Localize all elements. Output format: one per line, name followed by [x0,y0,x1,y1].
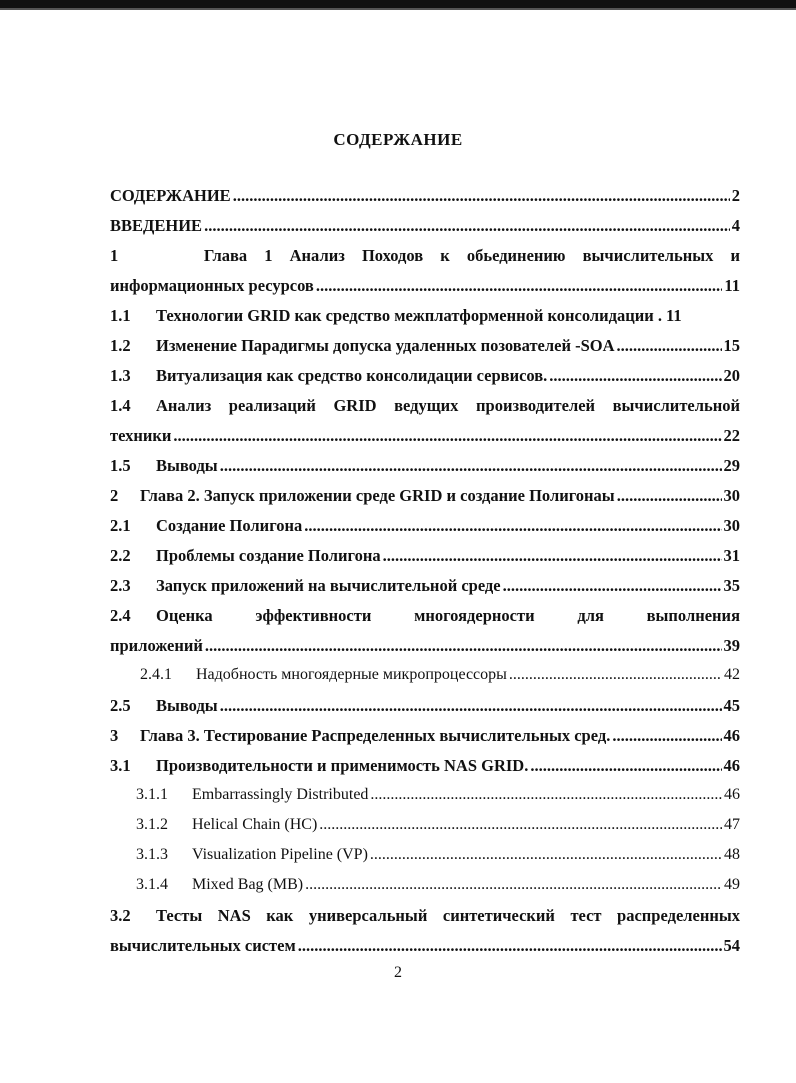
toc-page-number: 31 [723,546,740,565]
toc-leader-dots [205,636,722,656]
toc-page-number: 48 [724,846,740,863]
toc-entry-2-3[interactable] [110,576,740,606]
toc-entry-2-2[interactable] [110,546,740,576]
toc-leader-dots [316,276,723,296]
toc-entry-text: Embarrassingly Distributed [192,786,369,803]
toc-entry-text: Тесты NAS как универсальный синтетический тест распределенных [156,906,740,925]
toc-entry-number: 2.1 [110,516,131,535]
toc-entry-text: Изменение Парадигмы допуска удаленных позователей -SOA [156,336,615,355]
toc-entry-text: Надобность многоядерные микропроцессоры [196,666,507,683]
toc-entry-1-3[interactable] [110,366,740,396]
toc-page-number: 11 [724,276,740,295]
toc-entry-text: Оценка эффективности многоядерности для выполнения [156,606,740,625]
toc-entry-3-1[interactable] [110,756,740,786]
toc-page-number: 49 [724,876,740,893]
toc-entry-text: вычислительных систем [110,936,296,955]
toc-entry-number: 2.2 [110,546,131,565]
toc-page-number: 2 [731,186,740,205]
toc-entry-3-1-2[interactable] [110,816,740,846]
page-number: 2 [394,964,402,981]
toc-entry-chapter-3[interactable] [110,726,740,756]
scan-edge-bar [0,0,796,8]
toc-leader-dots [549,366,721,386]
toc-entry-text: Витуализация как средство консолидации сервисов. [156,366,548,385]
table-of-contents [110,186,740,966]
toc-entry-text: техники [110,426,172,445]
toc-entry-chapter-2[interactable] [110,486,740,516]
toc-entry-number: 3.1.2 [136,816,168,833]
toc-entry-2-4-1[interactable] [110,666,740,696]
toc-leader-dots [383,546,722,566]
toc-leader-dots [173,426,721,446]
toc-entry-number: 2.3 [110,576,131,595]
toc-entry-text: информационных ресурсов [110,276,314,295]
toc-entry-text: Производительности и применимость NAS GRID. [156,756,529,775]
toc-entry-number: 1.5 [110,456,131,475]
toc-page-number: 30 [723,516,740,535]
toc-leader-dots [509,666,722,684]
toc-entry-text: Технологии GRID как средство межплатформенной консолидации . [156,306,663,325]
toc-entry-number: 3.1.1 [136,786,168,803]
toc-entry-number: 2.4.1 [140,666,172,683]
toc-entry-number: 2.5 [110,696,131,715]
toc-entry-text: Visualization Pipeline (VP) [192,846,368,863]
toc-leader-dots [204,216,730,236]
toc-page-number: 39 [723,636,740,655]
toc-entry-number: 3.1 [110,756,131,775]
toc-entry-text: Проблемы создание Полигона [156,546,381,565]
toc-entry-number: 2 [110,486,119,505]
toc-entry-text [110,246,740,266]
toc-entry-number: 3.1.3 [136,846,168,863]
toc-page-number: 47 [724,816,740,833]
toc-entry-text: Выводы [156,456,218,475]
toc-leader-dots [220,456,722,476]
toc-entry-1-1[interactable] [110,306,740,336]
toc-entry-intro[interactable] [110,216,740,246]
toc-page-number: 29 [723,456,740,475]
toc-entry-3-1-3[interactable] [110,846,740,876]
toc-entry-chapter-1-line2[interactable] [110,276,740,306]
toc-entry-text: приложений [110,636,203,655]
toc-entry-number: 3 [110,726,119,745]
toc-page-number: 30 [723,486,740,505]
toc-entry-number: 2.4 [110,606,131,625]
toc-entry-text: Mixed Bag (MB) [192,876,304,893]
toc-entry-3-1-1[interactable] [110,786,740,816]
toc-leader-dots [319,816,722,834]
toc-leader-dots [503,576,722,596]
toc-leader-dots [370,846,722,864]
toc-page-number: 15 [723,336,740,355]
toc-entry-number: 1 [110,246,119,265]
toc-page-number: 54 [723,936,740,955]
toc-page-number: 22 [723,426,740,445]
toc-page-number: 42 [724,666,740,683]
toc-leader-dots [530,756,721,776]
document-title: СОДЕРЖАНИЕ [333,130,463,149]
toc-leader-dots [298,936,722,956]
toc-leader-dots [370,786,722,804]
toc-entry-2-4-line1[interactable] [110,606,740,636]
toc-entry-2-5[interactable] [110,696,740,726]
toc-entry-text: Helical Chain (HC) [192,816,318,833]
toc-entry-text: Глава 2. Запуск приложении среде GRID и создание Полигонаы [140,486,615,505]
toc-entry-1-4-line1[interactable] [110,396,740,426]
toc-entry-1-2[interactable] [110,336,740,366]
toc-entry-2-4-line2[interactable] [110,636,740,666]
toc-entry-1-4-line2[interactable] [110,426,740,456]
toc-page-number: 46 [723,756,740,775]
toc-page-number: 20 [723,366,740,385]
toc-leader-dots [617,486,722,506]
toc-leader-dots [305,876,722,894]
toc-entry-number: 1.3 [110,366,131,385]
toc-entry-number: 1.2 [110,336,131,355]
toc-page-number: 11 [666,306,682,325]
toc-entry-number: 3.2 [110,906,131,925]
toc-page-number: 45 [723,696,740,715]
toc-entry-text: Глава 3. Тестирование Распределенных вычислительных сред. [140,726,611,745]
toc-page-number: 35 [723,576,740,595]
toc-entry-text: Запуск приложений на вычислительной среде [156,576,501,595]
toc-entry-text: Анализ реализаций GRID ведущих производителей вычислительной [156,396,740,415]
toc-entry-title: Глава 1 Анализ Походов к обьединению вычислительных и [203,246,741,265]
toc-entry-3-2-line2[interactable] [110,936,740,966]
toc-entry-number: 3.1.4 [136,876,168,893]
toc-leader-dots [220,696,722,716]
toc-entry-text: Выводы [156,696,218,715]
toc-entry-3-2-line1[interactable] [110,906,740,936]
toc-entry-contents[interactable] [110,186,740,216]
toc-entry-1-5[interactable] [110,456,740,486]
toc-entry-text: СОДЕРЖАНИЕ [110,186,231,205]
toc-entry-2-1[interactable] [110,516,740,546]
toc-entry-text: ВВЕДЕНИЕ [110,216,203,235]
toc-page-number: 46 [724,786,740,803]
toc-entry-text: Создание Полигона [156,516,303,535]
toc-entry-3-1-4[interactable] [110,876,740,906]
toc-page-number: 4 [731,216,740,235]
toc-leader-dots [304,516,721,536]
toc-leader-dots [612,726,721,746]
toc-leader-dots [617,336,722,356]
toc-entry-chapter-1-line1[interactable] [110,246,740,276]
toc-page-number: 46 [723,726,740,745]
toc-entry-number: 1.4 [110,396,131,415]
toc-leader-dots [233,186,730,206]
toc-entry-number: 1.1 [110,306,131,325]
